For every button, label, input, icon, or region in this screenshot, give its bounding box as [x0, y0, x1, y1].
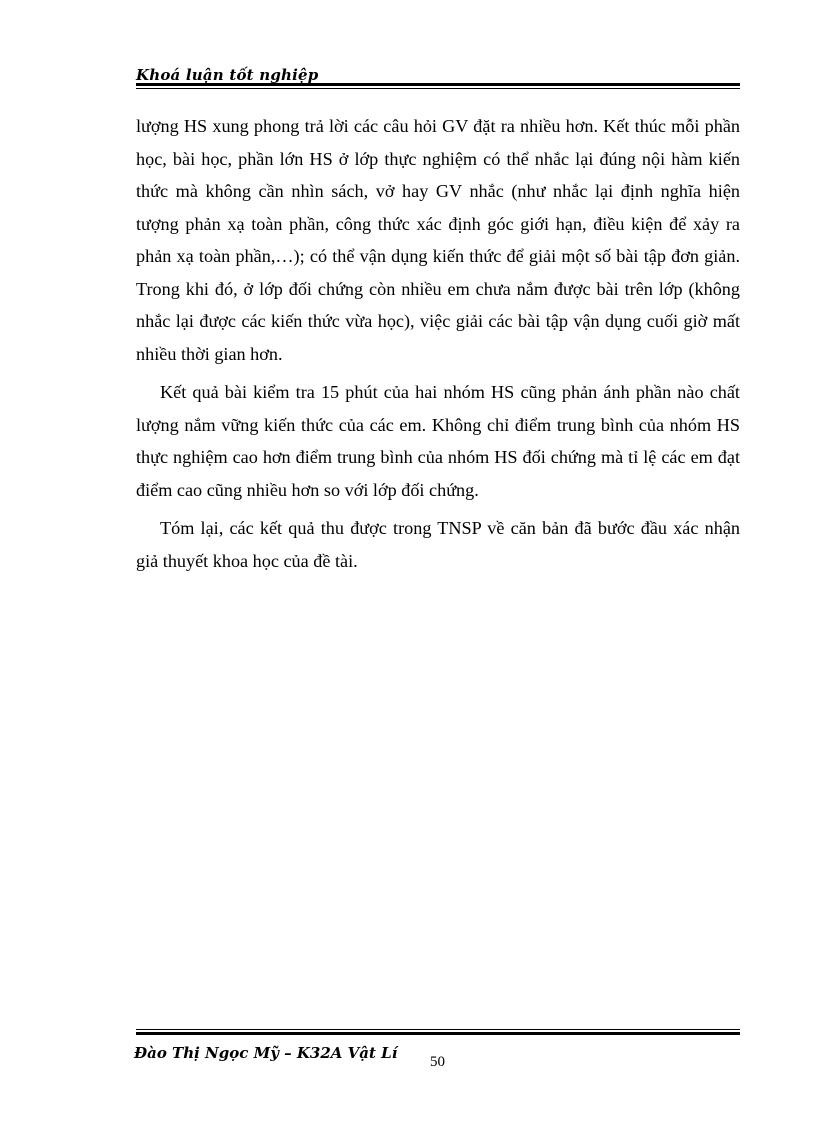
paragraph-1: lượng HS xung phong trả lời các câu hỏi GV đặt ra nhiều hơn. Kết thúc mỗi phần học, bài học, phần lớn HS ở lớp thực nghiệm có thể nhắc lại đúng nội hàm kiến thức mà không cần nhìn sách, vở hay GV nhắc (như nhắc lại định nghĩa hiện tượng phản xạ toàn phần, công thức xác định góc giới hạn, điều kiện để xảy ra phản xạ toàn phần,…); có thể vận dụng kiến thức để giải một số bài tập đơn giản. Trong khi đó, ở lớp đối chứng còn nhiều em chưa nắm được bài trên lớp (không nhắc lại được các kiến thức vừa học), việc giải các bài tập vận dụng cuối giờ mất nhiều thời gian hơn. — [136, 116, 740, 364]
body-text — [136, 110, 740, 577]
footer-rule-thin — [136, 1029, 740, 1030]
footer-author: Đào Thị Ngọc Mỹ – K32A Vật Lí — [134, 1044, 398, 1062]
header-title: Khoá luận tốt nghiệp — [136, 66, 319, 84]
page-number: 50 — [430, 1054, 445, 1070]
header-rule-thick — [136, 83, 740, 86]
footer-rule-thick — [136, 1032, 740, 1035]
paragraph-3: Tóm lại, các kết quả thu được trong TNSP về căn bản đã bước đầu xác nhận giả thuyết khoa học của đề tài. — [136, 518, 740, 571]
header-rule-thin — [136, 88, 740, 89]
paragraph-2: Kết quả bài kiểm tra 15 phút của hai nhóm HS cũng phản ánh phần nào chất lượng nắm vững kiến thức của các em. Không chỉ điểm trung bình của nhóm HS thực nghiệm cao hơn điểm trung bình của nhóm HS đối chứng mà tỉ lệ các em đạt điểm cao cũng nhiều hơn so với lớp đối chứng. — [136, 382, 740, 500]
